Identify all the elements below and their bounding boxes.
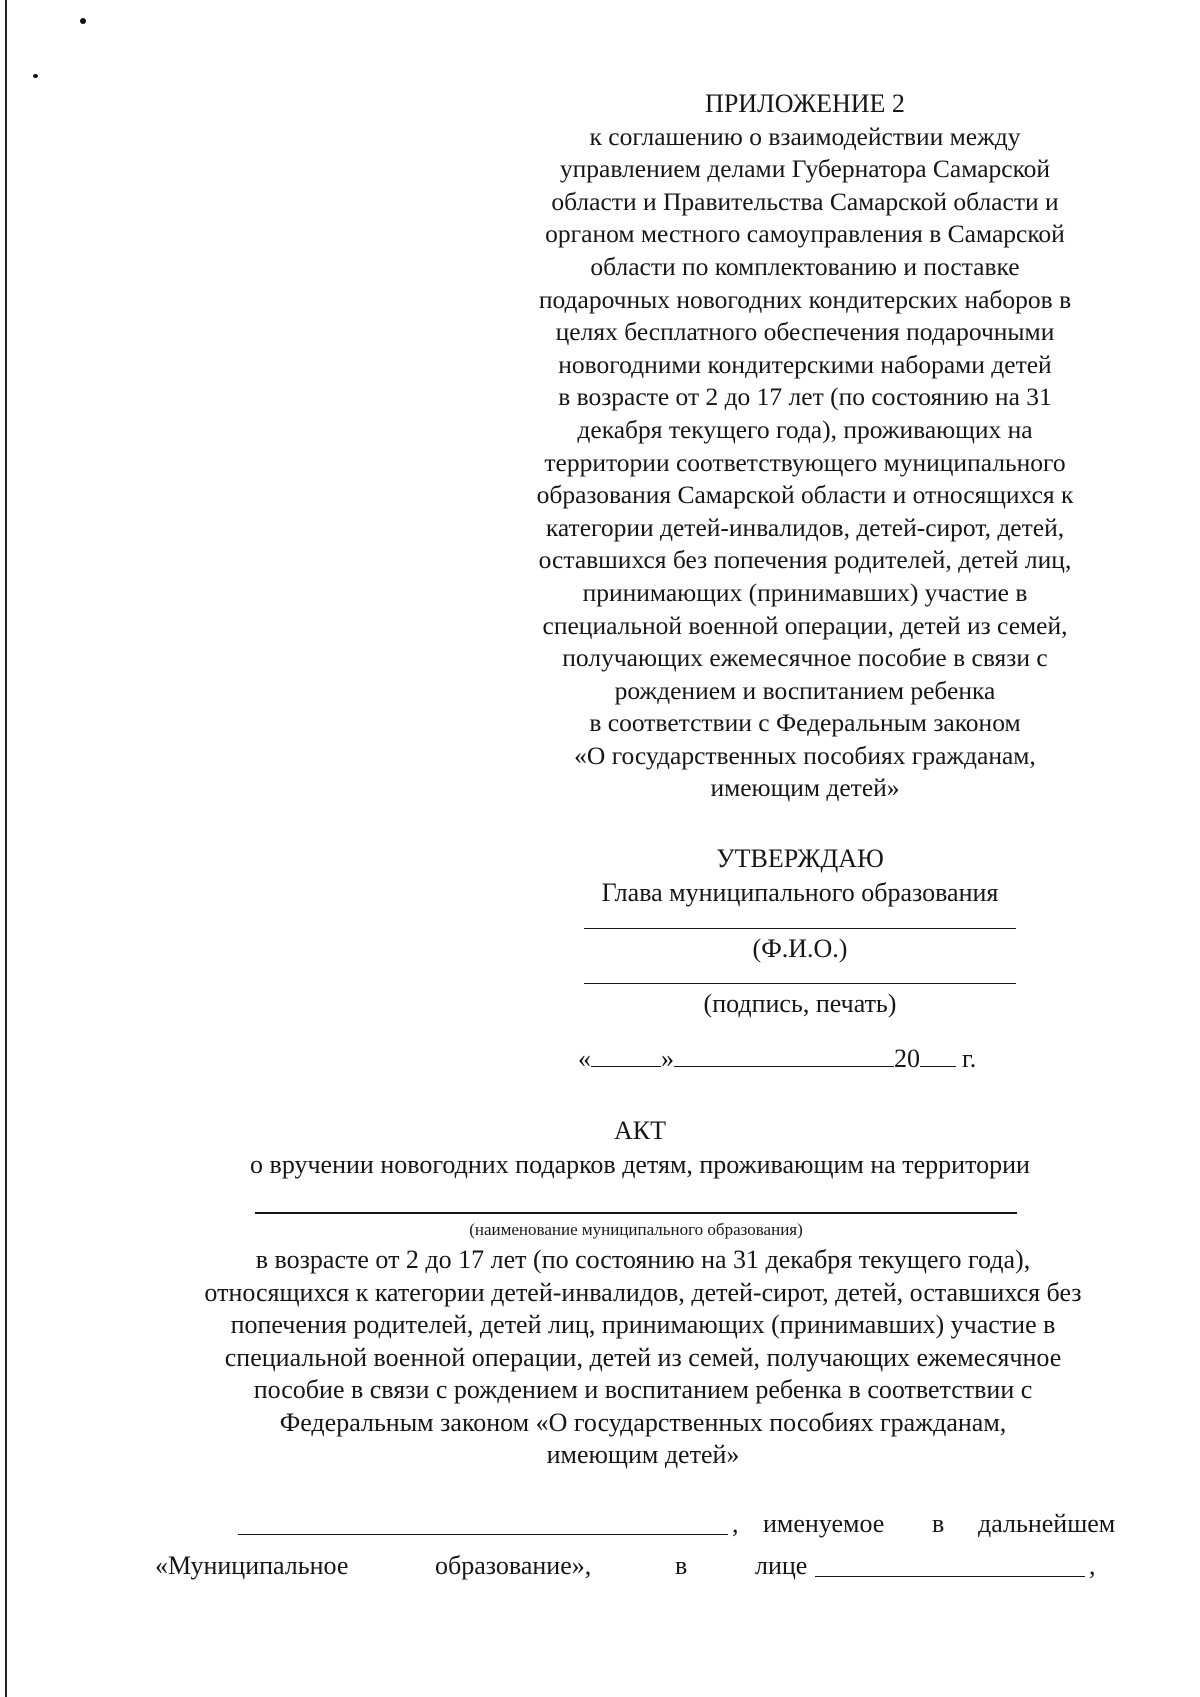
party-word: лице bbox=[755, 1551, 808, 1580]
appendix-line: имеющим детей» bbox=[710, 773, 900, 803]
appendix-line: территории соответствующего муниципального bbox=[544, 447, 1066, 477]
signature-line bbox=[584, 975, 1016, 984]
party-word: «Муниципальное bbox=[155, 1551, 349, 1580]
year-blank bbox=[920, 1040, 956, 1067]
appendix-heading: ПРИЛОЖЕНИЕ 2 bbox=[705, 89, 905, 118]
appendix-line: органом местного самоуправления в Самарской bbox=[545, 219, 1065, 249]
act-body-line: Федеральным законом «О государственных пособиях гражданам, bbox=[279, 1407, 1007, 1437]
appendix-line: специальной военной операции, детей из семей, bbox=[542, 610, 1068, 640]
appendix-line: управлением делами Губернатора Самарской bbox=[559, 154, 1051, 184]
act-body-line: специальной военной операции, детей из семей, получающих ежемесячное bbox=[224, 1342, 1062, 1372]
representative-blank bbox=[815, 1550, 1085, 1577]
approval-date bbox=[578, 1040, 1028, 1075]
scan-speck bbox=[33, 74, 38, 78]
date-open-quote: « bbox=[578, 1044, 591, 1073]
party-name-blank bbox=[238, 1508, 728, 1535]
act-body-line: относящихся к категории детей-инвалидов, детей-сирот, детей, оставшихся без bbox=[204, 1277, 1082, 1307]
act-body-line: попечения родителей, детей лиц, принимающих (принимавших) участие в bbox=[230, 1310, 1056, 1339]
name-line bbox=[584, 920, 1016, 929]
appendix-line: в возрасте от 2 до 17 лет (по состоянию на 31 bbox=[558, 382, 1052, 412]
party-word: в bbox=[675, 1551, 688, 1580]
approval-title: УТВЕРЖДАЮ bbox=[716, 844, 884, 873]
act-heading bbox=[150, 1114, 1130, 1182]
appendix-line: принимающих (принимавших) участие в bbox=[582, 577, 1028, 607]
appendix-line: подарочных новогодних кондитерских наборов в bbox=[538, 284, 1072, 314]
scan-edge bbox=[5, 0, 7, 1697]
party-word: в bbox=[932, 1509, 945, 1538]
party-word: образование», bbox=[435, 1551, 592, 1580]
appendix-line: рождением и воспитанием ребенка bbox=[614, 675, 996, 705]
year-prefix: 20 bbox=[894, 1044, 920, 1073]
party-word: именуемое bbox=[763, 1509, 885, 1538]
appendix-line: области и Правительства Самарской области и bbox=[551, 186, 1059, 216]
appendix-line: категории детей-инвалидов, детей-сирот, детей, bbox=[545, 512, 1065, 542]
appendix-line: в соответствии с Федеральным законом bbox=[589, 708, 1021, 738]
act-body-line: имеющим детей» bbox=[546, 1440, 740, 1469]
appendix-line: образования Самарской области и относящихся к bbox=[536, 480, 1074, 510]
appendix-line: оставшихся без попечения родителей, детей лиц, bbox=[538, 545, 1072, 575]
appendix-line: «О государственных пособиях гражданам, bbox=[574, 740, 1036, 770]
date-close-quote: » bbox=[661, 1044, 674, 1073]
appendix-line: к соглашению о взаимодействии между bbox=[589, 121, 1021, 151]
act-body-line: пособие в связи с рождением и воспитанием ребенка в соответствии с bbox=[253, 1375, 1033, 1404]
appendix-line: области по комплектованию и поставке bbox=[590, 251, 1020, 281]
act-body bbox=[148, 1244, 1138, 1472]
appendix-block bbox=[490, 88, 1120, 805]
party-word: дальнейшем bbox=[978, 1509, 1116, 1538]
day-blank bbox=[591, 1040, 661, 1067]
act-subtitle: о вручении новогодних подарков детям, проживающим на территории bbox=[250, 1150, 1030, 1179]
act-body-line: в возрасте от 2 до 17 лет (по состоянию на 31 декабря текущего года), bbox=[255, 1245, 1031, 1274]
appendix-line: новогодними кондитерскими наборами детей bbox=[558, 349, 1052, 379]
month-blank bbox=[674, 1040, 894, 1067]
scan-speck bbox=[80, 18, 86, 24]
year-suffix: г. bbox=[962, 1044, 977, 1073]
approval-block bbox=[575, 842, 1025, 1024]
party-comma: , bbox=[732, 1509, 739, 1538]
appendix-line: декабря текущего года), проживающих на bbox=[577, 414, 1033, 444]
name-caption: (Ф.И.О.) bbox=[752, 934, 848, 963]
approval-position: Глава муниципального образования bbox=[601, 878, 999, 907]
signature-caption: (подпись, печать) bbox=[703, 989, 897, 1018]
party-comma: , bbox=[1089, 1551, 1096, 1580]
municipality-line bbox=[255, 1212, 1017, 1214]
act-title: АКТ bbox=[614, 1116, 666, 1145]
municipality-caption: (наименование муниципального образования) bbox=[469, 1220, 803, 1239]
appendix-line: целях бесплатного обеспечения подарочными bbox=[555, 317, 1055, 347]
appendix-line: получающих ежемесячное пособие в связи с bbox=[562, 643, 1048, 673]
